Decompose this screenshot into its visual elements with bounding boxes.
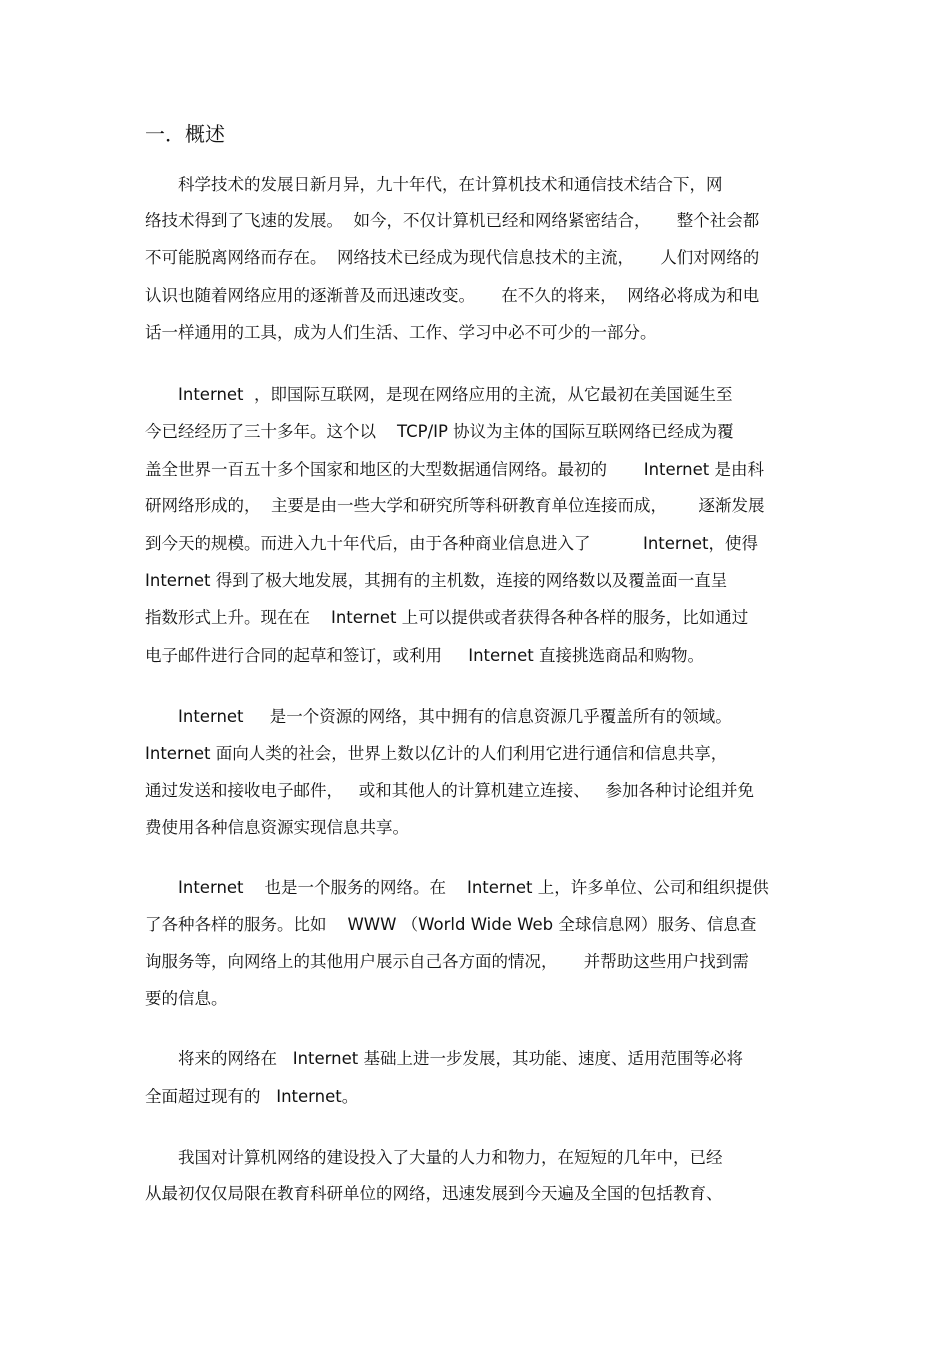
- paragraph-2-line-4: 研网络形成的， 主要是由一些大学和研究所等科研教育单位连接而成， 逐渐发展: [145, 496, 765, 515]
- paragraph-1-line-4: 认识也随着网络应用的逐渐普及而迅速改变。 在不久的将来， 网络必将成为和电: [145, 286, 760, 305]
- paragraph-2-line-7: 指数形式上升。现在在 Internet 上可以提供或者获得各种各样的服务，比如通过: [145, 608, 749, 627]
- paragraph-1-line-1: 科学技术的发展日新月异，九十年代，在计算机技术和通信技术结合下，网: [178, 175, 723, 194]
- paragraph-4-line-4: 要的信息。: [145, 989, 228, 1008]
- paragraph-3-line-3: 通过发送和接收电子邮件， 或和其他人的计算机建立连接、 参加各种讨论组并免: [145, 781, 754, 800]
- paragraph-2-line-6: Internet 得到了极大地发展，其拥有的主机数，连接的网络数以及覆盖面一直呈: [145, 571, 728, 590]
- section-heading: 一．概述: [145, 122, 225, 146]
- paragraph-3-line-4: 费使用各种信息资源实现信息共享。: [145, 818, 409, 837]
- paragraph-4-line-1: Internet 也是一个服务的网络。在 Internet 上，许多单位、公司和组织提供: [178, 878, 769, 897]
- paragraph-5-line-2: 全面超过现有的 Internet。: [145, 1087, 359, 1106]
- paragraph-3-line-1: Internet 是一个资源的网络，其中拥有的信息资源几乎覆盖所有的领域。: [178, 707, 732, 726]
- paragraph-2-line-2: 今已经经历了三十多年。这个以 TCP/IP 协议为主体的国际互联网络已经成为覆: [145, 422, 734, 441]
- paragraph-2-line-3: 盖全世界一百五十多个国家和地区的大型数据通信网络。最初的 Internet 是由科: [145, 460, 764, 479]
- paragraph-6-line-2: 从最初仅仅局限在教育科研单位的网络，迅速发展到今天遍及全国的包括教育、: [145, 1184, 723, 1203]
- paragraph-4-line-2: 了各种各样的服务。比如 WWW （World Wide Web 全球信息网）服务、信息查: [145, 915, 757, 934]
- paragraph-4-line-3: 询服务等，向网络上的其他用户展示自己各方面的情况， 并帮助这些用户找到需: [145, 952, 749, 971]
- paragraph-2-line-1: Internet ，即国际互联网，是现在网络应用的主流，从它最初在美国诞生至: [178, 385, 733, 404]
- paragraph-1-line-2: 络技术得到了飞速的发展。 如今，不仅计算机已经和网络紧密结合， 整个社会都: [145, 211, 760, 230]
- paragraph-2-line-8: 电子邮件进行合同的起草和签订，或利用 Internet 直接挑选商品和购物。: [145, 646, 704, 665]
- paragraph-6-line-1: 我国对计算机网络的建设投入了大量的人力和物力，在短短的几年中，已经: [178, 1148, 723, 1167]
- paragraph-2-line-5: 到今天的规模。而进入九十年代后，由于各种商业信息进入了 Internet，使得: [145, 534, 758, 553]
- paragraph-1-line-5: 话一样通用的工具，成为人们生活、工作、学习中必不可少的一部分。: [145, 323, 657, 342]
- paragraph-5-line-1: 将来的网络在 Internet 基础上进一步发展，其功能、速度、适用范围等必将: [178, 1049, 743, 1068]
- paragraph-3-line-2: Internet 面向人类的社会，世界上数以亿计的人们利用它进行通信和信息共享，: [145, 744, 728, 763]
- paragraph-1-line-3: 不可能脱离网络而存在。 网络技术已经成为现代信息技术的主流， 人们对网络的: [145, 248, 760, 267]
